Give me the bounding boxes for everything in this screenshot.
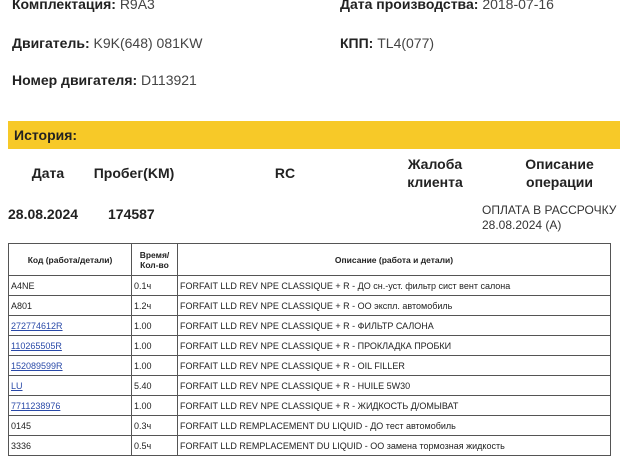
- history-entry-date: 28.08.2024: [8, 206, 79, 222]
- col-rc: RC: [274, 165, 296, 181]
- details-col-time-line1: Время/: [139, 249, 170, 260]
- description-cell: FORFAIT LLD REV NPE CLASSIQUE + R - ДО сн.-уст. фильтр сист вент салона: [178, 276, 611, 296]
- description-cell: FORFAIT LLD REV NPE CLASSIQUE + R - ОО экспл. автомобиль: [178, 296, 611, 316]
- quantity-cell: 1.00: [132, 336, 178, 356]
- part-code-link[interactable]: 272774612R: [9, 316, 132, 336]
- details-col-time: [132, 244, 178, 276]
- description-cell: FORFAIT LLD REMPLACEMENT DU LIQUID - ОО замена тормозная жидкость: [178, 436, 611, 456]
- details-row: [9, 436, 611, 456]
- col-operation-line1: Описание: [525, 156, 594, 172]
- production-date-label: Дата производства:: [340, 0, 479, 12]
- quantity-cell: 1.00: [132, 316, 178, 336]
- details-row: [9, 336, 611, 356]
- col-operation-line2: операции: [526, 174, 593, 190]
- gearbox-value: TL4(077): [377, 35, 435, 51]
- description-cell: FORFAIT LLD REV NPE CLASSIQUE + R - ЖИДКОСТЬ Д/ОМЫВАТ: [178, 396, 611, 416]
- details-row: [9, 296, 611, 316]
- gearbox-row: [340, 35, 434, 51]
- quantity-cell: 5.40: [132, 376, 178, 396]
- history-entry-description: [482, 203, 616, 233]
- engine-value: K9K(648) 081KW: [93, 35, 203, 51]
- engine-row: [12, 35, 202, 51]
- work-code: A4NE: [9, 276, 132, 296]
- quantity-cell: 0.3ч: [132, 416, 178, 436]
- trim-label: Комплектация:: [12, 0, 116, 12]
- details-col-time-line2: Кол-во: [140, 259, 169, 270]
- quantity-cell: 1.00: [132, 396, 178, 416]
- part-code-link[interactable]: LU: [9, 376, 132, 396]
- part-code-link[interactable]: 110265505R: [9, 336, 132, 356]
- quantity-cell: 0.5ч: [132, 436, 178, 456]
- trim-value: R9A3: [119, 0, 155, 12]
- details-col-code: Код (работа/детали): [9, 244, 132, 276]
- col-complaint-line1: Жалоба: [407, 156, 463, 172]
- history-section-title: История:: [8, 121, 620, 149]
- description-cell: FORFAIT LLD REV NPE CLASSIQUE + R - ФИЛЬТР САЛОНА: [178, 316, 611, 336]
- details-row: [9, 396, 611, 416]
- history-entry-desc-line2: 28.08.2024 (A): [482, 218, 562, 232]
- trim-row: [12, 0, 155, 12]
- description-cell: FORFAIT LLD REMPLACEMENT DU LIQUID - ДО тест автомобиль: [178, 416, 611, 436]
- work-code: 3336: [9, 436, 132, 456]
- engine-number-value: D113921: [141, 72, 197, 88]
- history-table-header: [0, 149, 620, 197]
- description-cell: FORFAIT LLD REV NPE CLASSIQUE + R - ПРОКЛАДКА ПРОБКИ: [178, 336, 611, 356]
- details-col-description: Описание (работа и детали): [178, 244, 611, 276]
- work-code: A801: [9, 296, 132, 316]
- details-row: [9, 276, 611, 296]
- col-complaint-line2: клиента: [407, 174, 463, 190]
- details-row: [9, 316, 611, 336]
- work-code: 0145: [9, 416, 132, 436]
- history-entry-desc-line1: ОПЛАТА В РАССРОЧКУ: [482, 203, 617, 217]
- engine-label: Двигатель:: [12, 35, 90, 51]
- quantity-cell: 1.00: [132, 356, 178, 376]
- production-date-value: 2018-07-16: [482, 0, 554, 12]
- col-mileage: Пробег(KM): [93, 165, 175, 181]
- history-entry-mileage: 174587: [108, 206, 155, 222]
- details-row: [9, 416, 611, 436]
- quantity-cell: 0.1ч: [132, 276, 178, 296]
- col-operation-desc: [512, 155, 607, 191]
- col-complaint: [395, 155, 475, 191]
- details-row: [9, 356, 611, 376]
- part-code-link[interactable]: 7711238976: [9, 396, 132, 416]
- details-header-row: [9, 244, 611, 276]
- details-row: [9, 376, 611, 396]
- engine-number-row: [12, 72, 197, 88]
- engine-number-label: Номер двигателя:: [12, 72, 138, 88]
- part-code-link[interactable]: 152089599R: [9, 356, 132, 376]
- col-date: Дата: [31, 165, 65, 181]
- description-cell: FORFAIT LLD REV NPE CLASSIQUE + R - HUILE 5W30: [178, 376, 611, 396]
- work-details-table: [8, 243, 611, 456]
- gearbox-label: КПП:: [340, 35, 374, 51]
- quantity-cell: 1.2ч: [132, 296, 178, 316]
- description-cell: FORFAIT LLD REV NPE CLASSIQUE + R - OIL FILLER: [178, 356, 611, 376]
- production-date-row: [340, 0, 554, 12]
